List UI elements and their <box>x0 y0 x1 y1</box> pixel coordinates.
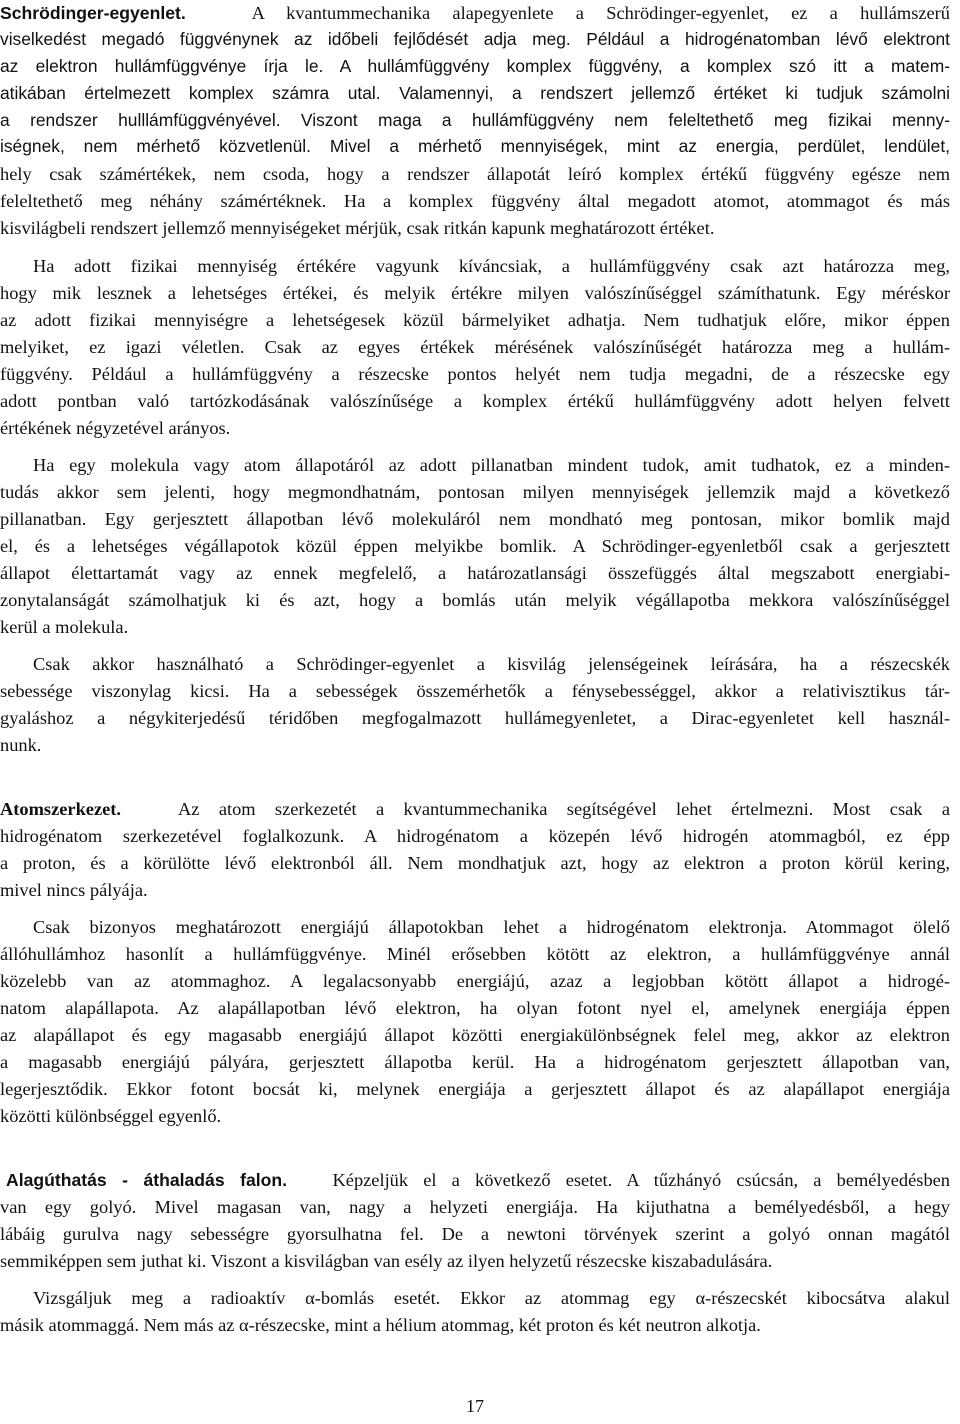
paragraph-line: közelebb van az atommaghoz. A legalacsonyabb energiájú, azaz a legjobban kötött állapot a hidrogé- <box>0 971 950 991</box>
paragraph-line: tudás akkor sem jelenti, hogy megmondhatnám, pontosan milyen mennyiségek jellemzik majd a következő <box>0 482 950 502</box>
paragraph-line: adott pontban való tartózkodásának valószínűsége a komplex értékű hullámfüggvény adott helyen felvett <box>0 391 950 411</box>
paragraph-line: el, és a lehetséges végállapotok közül éppen melyikbe bomlik. A Schrödinger-egyenletből csak a gerjesztett <box>0 536 950 556</box>
paragraph-line: Csak bizonyos meghatározott energiájú állapotokban lehet a hidrogénatom elektronja. Atommagot ölelő <box>33 917 950 937</box>
paragraph-line: hogy mik lesznek a lehetséges értékei, és melyik értékre milyen valószínűséggel számíthatunk. Egy méréskor <box>0 283 950 303</box>
paragraph-line: az elektron hullámfüggvénye írja le. A hullámfüggvény komplex függvény, a komplex szó itt a matem- <box>0 56 950 76</box>
paragraph-line: natom alapállapota. Az alapállapotban lévő elektron, ha olyan fotont nyel el, amelynek energiája éppen <box>0 998 950 1018</box>
paragraph-line: hely csak számértékek, nem csoda, hogy a rendszer állapotát leíró komplex értékű függvény egésze nem <box>0 164 950 184</box>
paragraph-line: melyiket, ez igazi véletlen. Csak az egyes értékek mérésének valószínűségét határozza meg a hullám- <box>0 337 950 357</box>
paragraph-line: Ha egy molekula vagy atom állapotáról az adott pillanatban mindent tudok, amit tudhatok, ez a minden- <box>33 455 950 475</box>
paragraph-line: Ha adott fizikai mennyiség értékére vagyunk kíváncsiak, a hullámfüggvény csak azt határozza meg, <box>33 256 950 276</box>
paragraph-line: Schrödinger-egyenlet. A kvantummechanika alapegyenlete a Schrödinger-egyenlet, ez a hullámszerű <box>0 3 951 23</box>
paragraph-line: közötti különbséggel egyenlő. <box>0 1106 222 1126</box>
page-number: 17 <box>466 1396 484 1416</box>
paragraph-line: a rendszer hulllámfüggvényével. Viszont maga a hullámfüggvény nem feleltethető meg fizikai menny- <box>0 110 950 130</box>
section-heading: Schrödinger-egyenlet. <box>0 3 186 23</box>
paragraph-line: Vizsgáljuk meg a radioaktív α-bomlás esetét. Ekkor az atommag egy α-részecskét kibocsátva alakul <box>33 1288 950 1308</box>
paragraph-line: Alagúthatás - áthaladás falon. Képzeljük el a következő esetet. A tűzhányó csúcsán, a bemélyedésben <box>6 1170 950 1190</box>
paragraph-line: az alapállapot és egy magasabb energiájú állapot közötti energiakülönbségnek felel meg, akkor az elektron <box>0 1025 950 1045</box>
paragraph-line: iségnek, nem mérhető közvetlenül. Mivel a mérhető mennyiségek, mint az energia, perdület, lendület, <box>0 136 950 156</box>
paragraph-line: Csak akkor használható a Schrödinger-egyenlet a kisvilág jelenségeinek leírására, ha a részecskék <box>33 654 950 674</box>
paragraph-line: feleltethető meg néhány számértéknek. Ha a komplex függvény által megadott atomot, atommagot és más <box>0 191 950 211</box>
paragraph-line: van egy golyó. Mivel magasan van, nagy a helyzeti energiája. Ha kijuthatna a bemélyedésből, a hegy <box>0 1197 950 1217</box>
paragraph-line: az adott fizikai mennyiségre a lehetségesek közül bármelyiket adhatja. Nem tudhatjuk előre, mikor éppen <box>0 310 950 330</box>
paragraph-line: a magasabb energiájú pályára, gerjesztett állapotba kerül. Ha a hidrogénatom gerjesztett állapotban van, <box>0 1052 950 1072</box>
paragraph-line: kerül a molekula. <box>0 617 129 637</box>
section-heading: Atomszerkezet. <box>0 799 122 819</box>
section-heading: Alagúthatás - áthaladás falon. <box>6 1170 287 1190</box>
paragraph-line: függvény. Például a hullámfüggvény a részecske pontos helyét nem tudja megadni, de a részecske egy <box>0 364 950 384</box>
paragraph-line: kisvilágbeli rendszert jellemző mennyiségeket mérjük, csak ritkán kapunk meghatározott értéket. <box>0 218 715 238</box>
paragraph-line: értékének négyzetével arányos. <box>0 418 231 438</box>
paragraph-line: állóhullámhoz hasonlít a hullámfüggvénye. Minél erősebben kötött az elektron, a hullámfüggvénye annál <box>0 944 950 964</box>
paragraph-line: mivel nincs pályája. <box>0 880 148 900</box>
paragraph-line: zonytalanságát számolhatjuk ki és azt, hogy a bomlás után melyik végállapotba mekkora valószínűséggel <box>0 590 950 610</box>
paragraph-line: pillanatban. Egy gerjesztett állapotban lévő molekuláról nem mondható meg pontosan, mikor bomlik majd <box>0 509 950 529</box>
paragraph-line: viselkedést megadó függvénynek az időbeli fejlődését adja meg. Például a hidrogénatomban lévő elektront <box>0 29 950 49</box>
paragraph-line: semmiképpen sem juthat ki. Viszont a kisvilágban van esély az ilyen helyzetű részecske kiszabadulására. <box>0 1251 773 1271</box>
paragraph-line: hidrogénatom szerkezetével foglalkozunk. A hidrogénatom a közepén lévő hidrogén atommagból, ez épp <box>0 826 950 846</box>
paragraph-line: gyaláshoz a négykiterjedésű téridőben megfogalmazott hullámegyenletet, a Dirac-egyenletet kell használ- <box>0 708 950 728</box>
paragraph-line: állapot élettartamát vagy az ennek megfelelő, a határozatlansági összefüggés által megszabott energiabi- <box>0 563 950 583</box>
paragraph-line: lábáig gurulva nagy sebességre gyorsulhatna fel. De a newtoni törvények szerint a golyó onnan magától <box>0 1224 950 1244</box>
paragraph-line: sebessége viszonylag kicsi. Ha a sebességek összemérhetők a fénysebességgel, akkor a relativisztikus tár- <box>0 681 950 701</box>
paragraph-line: a proton, és a körülötte lévő elektronból áll. Nem mondhatjuk azt, hogy az elektron a proton körül kering, <box>0 853 950 873</box>
paragraph-line: másik atommaggá. Nem más az α-részecske, mint a hélium atommag, két proton és két neutron alkotja. <box>0 1315 761 1335</box>
paragraph-line: legerjesztődik. Ekkor fotont bocsát ki, melynek energiája a gerjesztett állapot és az alapállapot energiája <box>0 1079 950 1099</box>
paragraph-line: atikában értelmezett komplex számra utal. Valamennyi, a rendszert jellemző értéket ki tudjuk számolni <box>0 83 950 103</box>
paragraph-line: nunk. <box>0 735 42 755</box>
paragraph-line: Atomszerkezet. Az atom szerkezetét a kvantummechanika segítségével lehet értelmezni. Most csak a <box>0 799 950 819</box>
